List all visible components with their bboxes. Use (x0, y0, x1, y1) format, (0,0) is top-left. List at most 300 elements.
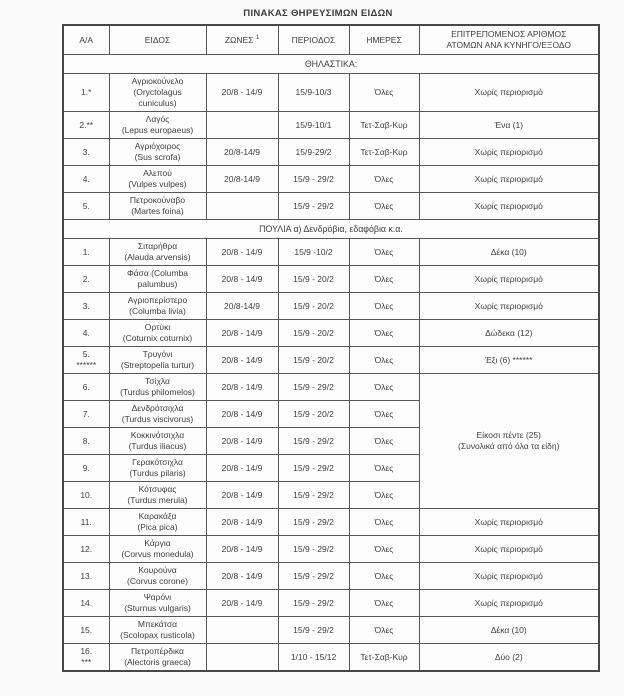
species-cell-text: (Corvus corone) (127, 576, 188, 586)
row-number-cell-text: 16. (80, 646, 93, 656)
table-header-cell-4 (349, 25, 419, 55)
days-cell-text: Όλες (374, 354, 394, 365)
row-number-cell-text: 15. (80, 624, 93, 635)
species-cell (109, 239, 206, 266)
species-cell (109, 112, 206, 139)
section-header-text: ΠΟΥΛΙΑ α) Δενδρόβια, εδαφόβια κ.α. (259, 223, 403, 234)
limit-cell-text: Δέκα (10) (490, 624, 527, 635)
species-cell (109, 617, 206, 644)
period-cell-text: 15/9 - 20/2 (293, 273, 334, 284)
limit-cell (419, 266, 599, 293)
row-number-cell (63, 644, 109, 672)
row-number-cell-text: 1. (82, 246, 90, 257)
row-number-cell-text: 6. (82, 381, 90, 392)
species-table (62, 24, 600, 672)
row-number-cell (63, 536, 109, 563)
period-cell (278, 112, 349, 139)
days-cell (349, 455, 419, 482)
limit-cell (419, 293, 599, 320)
species-cell-text: Κουρούνα (138, 565, 177, 575)
period-cell-text: 15/9 - 20/2 (293, 327, 334, 338)
row-number-cell (63, 617, 109, 644)
period-cell (278, 74, 349, 112)
table-row (63, 320, 599, 347)
row-number-cell (63, 166, 109, 193)
zones-cell-text: 20/8 - 14/9 (221, 246, 263, 257)
period-cell (278, 455, 349, 482)
days-cell (349, 74, 419, 112)
row-number-cell (63, 139, 109, 166)
species-cell (109, 166, 206, 193)
zones-cell (206, 166, 278, 193)
table-row (63, 563, 599, 590)
period-cell (278, 509, 349, 536)
row-number-cell (63, 563, 109, 590)
species-cell (109, 563, 206, 590)
limit-cell (419, 139, 599, 166)
zones-footnote-marker: 1 (255, 34, 260, 41)
days-cell (349, 112, 419, 139)
species-cell-text: (Vulpes vulpes) (128, 179, 187, 189)
zones-cell (206, 139, 278, 166)
days-cell-text: Όλες (374, 516, 394, 527)
days-cell (349, 239, 419, 266)
days-cell (349, 374, 419, 401)
period-cell-text: 15/9 - 20/2 (293, 300, 334, 311)
table-row (63, 139, 599, 166)
zones-cell-text: 20/8 - 14/9 (221, 87, 263, 97)
days-cell-text: Τετ-Σαβ-Κυρ (360, 119, 408, 130)
period-cell-text: 15/9 - 20/2 (293, 354, 334, 365)
days-cell-text: Όλες (374, 624, 394, 635)
limit-cell-text: Χωρίς περιορισμό (474, 273, 543, 284)
days-cell (349, 563, 419, 590)
table-row (63, 266, 599, 293)
species-cell-text: (Corvus monedula) (121, 549, 194, 559)
species-cell-text: Λαγός (145, 114, 170, 124)
days-cell (349, 347, 419, 374)
zones-cell (206, 193, 278, 220)
zones-cell-text: 20/8 - 14/9 (221, 570, 263, 581)
period-cell-text: 15/9 - 29/2 (293, 173, 334, 184)
species-cell (109, 536, 206, 563)
species-cell-text: Σιταρήθρα (137, 241, 178, 251)
period-cell-text: 15/9 - 29/2 (293, 200, 334, 211)
table-header-cell-5-text: ΕΠΙΤΡΕΠΟΜΕΝΟΣ ΑΡΙΘΜΟΣ (451, 29, 567, 39)
table-header-cell-0 (63, 25, 109, 55)
species-cell-text: (Streptopelia turtur) (120, 360, 195, 370)
limit-cell (419, 320, 599, 347)
zones-cell (206, 293, 278, 320)
period-cell-text: 15/9 - 29/2 (293, 624, 334, 635)
species-cell-text: Αγριοκούνελο (131, 76, 184, 86)
row-number-cell (63, 112, 109, 139)
limit-cell (419, 374, 599, 509)
zones-cell (206, 112, 278, 139)
period-cell (278, 374, 349, 401)
species-cell-text: Τσίχλα (145, 376, 170, 386)
period-cell (278, 428, 349, 455)
period-cell (278, 590, 349, 617)
period-cell (278, 239, 349, 266)
table-row (63, 239, 599, 266)
species-cell (109, 590, 206, 617)
species-cell-text: (Sus scrofa) (134, 152, 181, 162)
table-header-cell-5 (419, 25, 599, 55)
row-number-cell (63, 193, 109, 220)
days-cell (349, 509, 419, 536)
species-cell-text: (Oryctolagus (133, 87, 182, 97)
limit-cell-text: Δύο (2) (494, 651, 523, 662)
limit-cell-text: Έξι (6) ****** (485, 354, 533, 365)
table-header-cell-1-text: ΕΙΔΟΣ (144, 34, 171, 45)
row-number-cell (63, 482, 109, 509)
period-cell-text: 15/9 - 29/2 (293, 381, 334, 392)
row-number-cell (63, 239, 109, 266)
species-cell-text: (Turdus merula) (127, 495, 188, 505)
species-cell-text: Αγριόχοιρος (134, 141, 181, 151)
species-cell-text: Κότσυφας (138, 484, 177, 494)
period-cell-text: 15/9-10/3 (295, 87, 332, 97)
species-cell-text: Τρυγόνι (142, 349, 173, 359)
species-cell-text: (Alauda arvensis) (124, 252, 191, 262)
period-cell-text: 15/9 - 29/2 (293, 462, 334, 473)
zones-cell (206, 401, 278, 428)
period-cell (278, 482, 349, 509)
days-cell-text: Όλες (374, 489, 394, 500)
period-cell (278, 320, 349, 347)
row-number-cell-text: 4. (82, 327, 90, 338)
row-number-cell-text: 4. (82, 173, 90, 184)
species-cell-text: Φάσα (Columba (126, 268, 189, 278)
row-number-cell-text: 3. (82, 300, 90, 311)
species-cell-text: Γερακότσιχλα (132, 457, 183, 467)
row-number-cell-text: 2. (82, 273, 90, 284)
days-cell (349, 536, 419, 563)
zones-cell (206, 374, 278, 401)
period-cell (278, 563, 349, 590)
days-cell-text: Όλες (374, 87, 394, 97)
table-row (63, 193, 599, 220)
species-cell (109, 428, 206, 455)
species-cell (109, 293, 206, 320)
zones-cell-text: 20/8-14/9 (224, 300, 260, 311)
days-cell-text: Όλες (374, 381, 394, 392)
species-cell (109, 266, 206, 293)
species-cell-text: Δενδρότσιχλα (131, 403, 184, 413)
species-cell-text: Ορτύκι (144, 322, 171, 332)
row-number-cell (63, 509, 109, 536)
zones-cell (206, 428, 278, 455)
zones-cell-text: 20/8 - 14/9 (221, 273, 263, 284)
limit-cell (419, 347, 599, 374)
row-number-cell (63, 293, 109, 320)
period-cell (278, 347, 349, 374)
species-cell-text: palumbus) (137, 279, 178, 289)
species-cell-text: Αγριοπερίστερο (127, 295, 188, 305)
period-cell (278, 293, 349, 320)
row-number-cell-text: ****** (76, 360, 97, 370)
row-number-cell-text: 10. (80, 489, 93, 500)
zones-cell-text: 20/8 - 14/9 (221, 462, 263, 473)
period-cell-text: 15/9-10/1 (295, 119, 332, 130)
table-header-cell-1 (109, 25, 206, 55)
table-row (63, 617, 599, 644)
species-cell-text: (Lepus europaeus) (121, 125, 194, 135)
limit-cell-text: Χωρίς περιορισμό (474, 173, 543, 184)
days-cell (349, 482, 419, 509)
row-number-cell (63, 74, 109, 112)
zones-cell (206, 320, 278, 347)
limit-cell (419, 644, 599, 672)
row-number-cell-text: *** (81, 657, 92, 667)
days-cell (349, 401, 419, 428)
limit-cell-text: Ένα (1) (494, 119, 524, 130)
limit-cell (419, 239, 599, 266)
zones-cell (206, 239, 278, 266)
table-row (63, 374, 599, 401)
table-row (63, 509, 599, 536)
row-number-cell-text: 2.** (79, 119, 94, 130)
species-table-body (63, 25, 599, 671)
days-cell (349, 293, 419, 320)
section-header-row (63, 55, 599, 74)
species-cell-text: Ψαρόνι (143, 592, 172, 602)
days-cell (349, 193, 419, 220)
species-cell (109, 74, 206, 112)
zones-cell-text: 20/8 - 14/9 (221, 408, 263, 419)
row-number-cell-text: 5. (82, 200, 90, 211)
zones-cell-text: 20/8 - 14/9 (221, 543, 263, 554)
period-cell-text: 15/9 - 29/2 (293, 543, 334, 554)
row-number-cell (63, 401, 109, 428)
zones-cell-text: 20/8 - 14/9 (221, 516, 263, 527)
days-cell-text: Όλες (374, 543, 394, 554)
table-header-cell-3 (278, 25, 349, 55)
zones-cell-text: 20/8 - 14/9 (221, 489, 263, 500)
table-header-cell-4-text: ΗΜΕΡΕΣ (366, 34, 402, 45)
row-number-cell-text: 3. (82, 146, 90, 157)
table-row (63, 112, 599, 139)
row-number-cell (63, 590, 109, 617)
days-cell (349, 320, 419, 347)
table-header-cell-0-text: Α/Α (79, 34, 94, 45)
row-number-cell-text: 8. (82, 435, 90, 446)
period-cell-text: 1/10 - 15/12 (290, 651, 337, 662)
period-cell-text: 15/9 - 29/2 (293, 489, 334, 500)
days-cell-text: Όλες (374, 173, 394, 184)
days-cell (349, 139, 419, 166)
table-row (63, 536, 599, 563)
species-cell (109, 347, 206, 374)
days-cell-text: Όλες (374, 408, 394, 419)
zones-cell (206, 617, 278, 644)
period-cell (278, 139, 349, 166)
row-number-cell (63, 374, 109, 401)
row-number-cell (63, 347, 109, 374)
limit-cell-text: Χωρίς περιορισμό (474, 87, 543, 97)
period-cell (278, 193, 349, 220)
table-row (63, 644, 599, 672)
section-header-text: ΘΗΛΑΣΤΙΚΑ: (304, 58, 358, 69)
period-cell-text: 15/9-29/2 (295, 146, 332, 157)
period-cell (278, 266, 349, 293)
species-cell-text: Μπεκάτσα (137, 619, 178, 629)
section-header (63, 55, 599, 74)
zones-cell-text: 20/8 - 14/9 (221, 435, 263, 446)
limit-cell-text: Χωρίς περιορισμό (474, 516, 543, 527)
limit-cell-text: Χωρίς περιορισμό (474, 543, 543, 554)
zones-cell-text: 20/8-14/9 (224, 146, 260, 157)
species-cell-text: Κοκκινότσιχλα (130, 430, 185, 440)
species-cell-text: (Turdus viscivorus) (121, 414, 194, 424)
limit-cell (419, 74, 599, 112)
limit-cell-text: Χωρίς περιορισμό (474, 146, 543, 157)
days-cell (349, 590, 419, 617)
period-cell-text: 15/9 - 29/2 (293, 516, 334, 527)
days-cell-text: Όλες (374, 570, 394, 581)
zones-cell-text: 20/8 - 14/9 (221, 381, 263, 392)
period-cell (278, 166, 349, 193)
zones-cell (206, 347, 278, 374)
table-header-cell-2-text: ΖΩΝΕΣ $^1$ (224, 34, 260, 45)
species-cell-text: (Turdus philomelos) (120, 387, 195, 397)
zones-cell (206, 74, 278, 112)
table-header-cell-3-text: ΠΕΡΙΟΔΟΣ (291, 34, 336, 45)
days-cell-text: Όλες (374, 300, 394, 311)
period-cell-text: 15/9 - 29/2 (293, 435, 334, 446)
limit-cell (419, 193, 599, 220)
section-header-row (63, 220, 599, 239)
zones-cell (206, 482, 278, 509)
days-cell-text: Τετ-Σαβ-Κυρ (360, 651, 408, 662)
zones-cell (206, 644, 278, 672)
species-cell-text: (Scolopax rusticola) (120, 630, 195, 640)
species-cell (109, 644, 206, 672)
species-cell-text: (Martes foina) (131, 206, 184, 216)
period-cell-text: 15/9 - 20/2 (293, 408, 334, 419)
zones-cell (206, 536, 278, 563)
species-cell-text: Κάργια (144, 538, 171, 548)
row-number-cell-text: 9. (82, 462, 90, 473)
row-number-cell-text: 5. (82, 349, 90, 359)
days-cell-text: Όλες (374, 435, 394, 446)
species-cell (109, 193, 206, 220)
zones-cell (206, 590, 278, 617)
limit-cell-text: Δώδεκα (12) (485, 327, 533, 338)
limit-cell-text: Χωρίς περιορισμό (474, 300, 543, 311)
zones-cell (206, 563, 278, 590)
species-cell (109, 139, 206, 166)
table-row (63, 347, 599, 374)
table-header-cell-5-text: ΑΤΟΜΩΝ ΑΝΑ ΚΥΝΗΓΟ/ΕΞΟΔΟ (446, 40, 572, 50)
limit-cell-text: Χωρίς περιορισμό (474, 200, 543, 211)
species-cell-text: (Turdus iliacus) (128, 441, 187, 451)
period-cell (278, 617, 349, 644)
species-cell (109, 455, 206, 482)
days-cell-text: Όλες (374, 273, 394, 284)
period-cell (278, 401, 349, 428)
species-cell-text: Πετροπέρδικα (131, 646, 184, 656)
section-header (63, 220, 599, 239)
row-number-cell (63, 428, 109, 455)
row-number-cell (63, 320, 109, 347)
species-cell (109, 401, 206, 428)
zones-cell-text: 20/8 - 14/9 (221, 597, 263, 608)
limit-cell (419, 617, 599, 644)
limit-cell-text: Χωρίς περιορισμό (474, 597, 543, 608)
species-cell-text: (Pica pica) (137, 522, 178, 532)
limit-cell (419, 112, 599, 139)
table-row (63, 590, 599, 617)
days-cell (349, 617, 419, 644)
limit-cell-text: Δέκα (10) (490, 246, 527, 257)
limit-cell (419, 590, 599, 617)
zones-cell-text: 20/8 - 14/9 (221, 327, 263, 338)
species-cell-text: Αλεπού (143, 168, 172, 178)
limit-cell (419, 166, 599, 193)
limit-cell-text: Είκοσι πέντε (25) (476, 430, 541, 440)
species-cell-text: Πετροκούναβο (129, 195, 186, 205)
limit-cell (419, 536, 599, 563)
period-cell-text: 15/9 - 29/2 (293, 570, 334, 581)
days-cell (349, 266, 419, 293)
table-header-cell-2 (206, 25, 278, 55)
days-cell-text: Όλες (374, 327, 394, 338)
days-cell-text: Όλες (374, 200, 394, 211)
species-cell (109, 509, 206, 536)
table-row (63, 166, 599, 193)
species-cell-text: Καρακάξα (138, 511, 177, 521)
zones-cell (206, 455, 278, 482)
row-number-cell (63, 455, 109, 482)
limit-cell-text: Χωρίς περιορισμό (474, 570, 543, 581)
species-cell (109, 374, 206, 401)
page-title: ΠΙΝΑΚΑΣ ΘΗΡΕΥΣΙΜΩΝ ΕΙΔΩΝ (243, 8, 393, 19)
days-cell-text: Όλες (374, 246, 394, 257)
limit-cell (419, 509, 599, 536)
species-cell-text: (Coturnix coturnix) (122, 333, 193, 343)
zones-cell (206, 266, 278, 293)
zones-cell-text: 20/8-14/9 (224, 173, 260, 184)
species-cell-text: (Sturnus vulgaris) (124, 603, 191, 613)
limit-cell-text: (Συνολικά από όλα τα είδη) (458, 441, 560, 451)
row-number-cell-text: 7. (82, 408, 90, 419)
days-cell (349, 428, 419, 455)
days-cell-text: Τετ-Σαβ-Κυρ (360, 146, 408, 157)
days-cell (349, 644, 419, 672)
row-number-cell-text: 12. (80, 543, 93, 554)
period-cell-text: 15/9 -10/2 (294, 246, 333, 257)
species-cell-text: (Turdus pilaris) (129, 468, 186, 478)
days-cell-text: Όλες (374, 597, 394, 608)
period-cell (278, 536, 349, 563)
period-cell (278, 644, 349, 672)
days-cell (349, 166, 419, 193)
row-number-cell (63, 266, 109, 293)
row-number-cell-text: 14. (80, 597, 93, 608)
row-number-cell-text: 13. (80, 570, 93, 581)
table-row (63, 74, 599, 112)
days-cell-text: Όλες (374, 462, 394, 473)
limit-cell (419, 563, 599, 590)
species-cell (109, 482, 206, 509)
species-cell (109, 320, 206, 347)
zones-cell (206, 509, 278, 536)
row-number-cell-text: 1.* (81, 87, 92, 97)
period-cell-text: 15/9 - 29/2 (293, 597, 334, 608)
species-cell-text: (Alectoris graeca) (124, 657, 191, 667)
